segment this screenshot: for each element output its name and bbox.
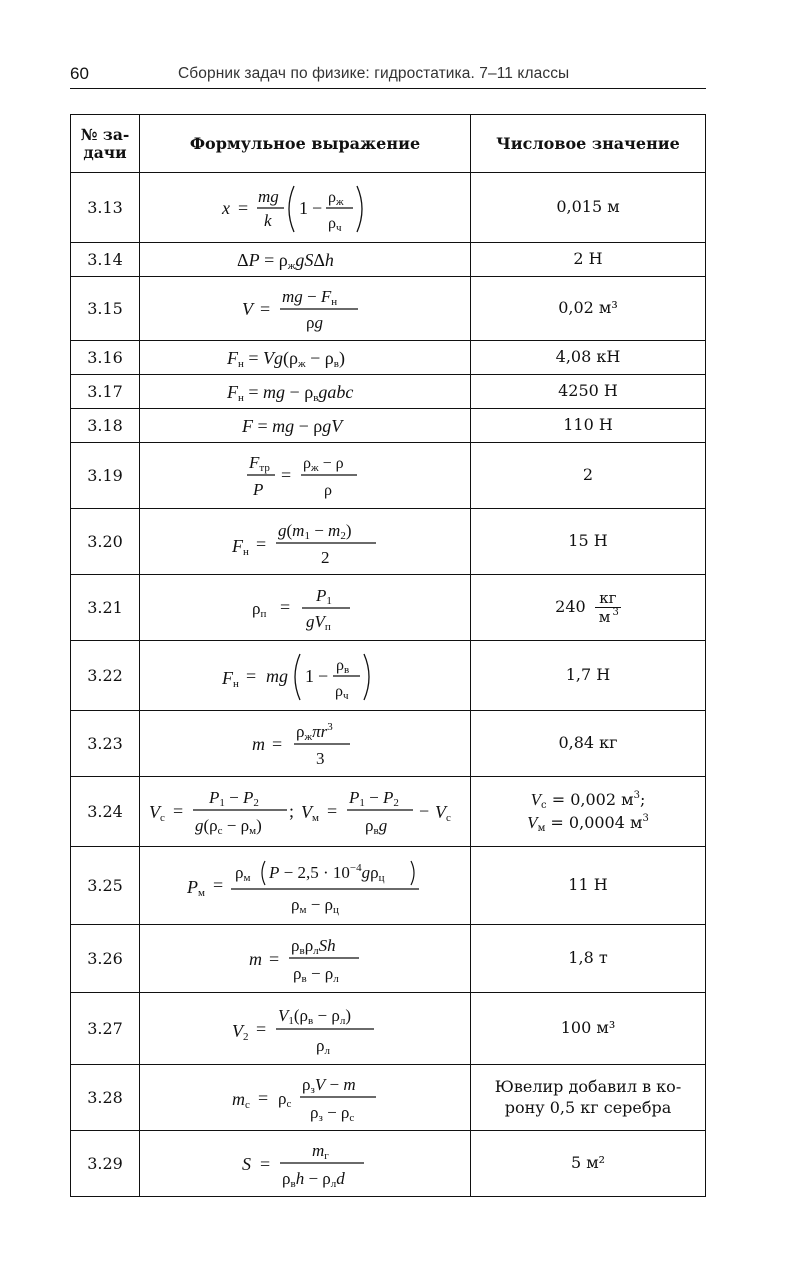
table-row <box>71 509 706 575</box>
svg-text:mg − Fн: mg − Fн <box>282 286 338 308</box>
formula <box>140 1065 471 1131</box>
svg-text:=: = <box>213 874 224 895</box>
svg-text:ρз − ρс: ρз − ρс <box>310 1102 355 1124</box>
task-number: 3.18 <box>71 409 140 443</box>
formula <box>140 443 471 509</box>
svg-text:−: − <box>419 800 430 821</box>
task-number: 3.16 <box>71 341 140 375</box>
formula <box>140 641 471 711</box>
table-row <box>71 409 706 443</box>
task-number: 3.17 <box>71 375 140 409</box>
task-number: 3.28 <box>71 1065 140 1131</box>
svg-text:Fтр: Fтр <box>249 452 270 474</box>
svg-text:=: = <box>173 800 184 821</box>
formula <box>140 243 471 277</box>
svg-text:=: = <box>280 596 291 617</box>
svg-text:V1(ρв − ρл): V1(ρв − ρл) <box>278 1005 351 1027</box>
formula <box>140 575 471 641</box>
svg-text:P1: P1 <box>316 585 332 607</box>
numeric-value: 1,8 т <box>471 925 706 993</box>
task-number: 3.14 <box>71 243 140 277</box>
svg-text:Fн: Fн <box>232 535 249 558</box>
answers-table <box>70 114 706 1197</box>
formula <box>140 277 471 341</box>
svg-text:ρв − ρл: ρв − ρл <box>293 963 339 985</box>
svg-text:ρм − ρц: ρм − ρц <box>291 894 339 916</box>
svg-text:Fн = Vg(ρж − ρв): Fн = Vg(ρж − ρв) <box>227 347 345 370</box>
svg-text:1: 1 <box>305 665 314 686</box>
running-title: Сборник задач по физике: гидростатика. 7–11 классы <box>178 65 570 82</box>
svg-text:m: m <box>249 948 262 969</box>
task-number: 3.15 <box>71 277 140 341</box>
svg-text:F = mg − ρgV: F = mg − ρgV <box>242 415 343 436</box>
svg-text:ρ: ρ <box>324 481 332 499</box>
svg-text:x: x <box>222 197 230 218</box>
svg-text:P: P <box>253 479 264 499</box>
svg-text:g(ρс − ρм): g(ρс − ρм) <box>195 815 262 837</box>
svg-text:k: k <box>264 210 272 230</box>
svg-text:=: = <box>260 298 271 319</box>
table-row <box>71 1065 706 1131</box>
svg-text:ρч: ρч <box>335 682 349 702</box>
numeric-value: Ювелир добавил в ко- рону 0,5 кг серебра <box>471 1065 706 1131</box>
numeric-value: 110 Н <box>471 409 706 443</box>
table-row <box>71 711 706 777</box>
svg-text:Fн: Fн <box>222 667 239 690</box>
table-row <box>71 777 706 847</box>
svg-text:;: ; <box>289 800 295 821</box>
task-number: 3.25 <box>71 847 140 925</box>
formula <box>140 993 471 1065</box>
svg-text:ρм: ρм <box>235 862 251 884</box>
svg-text:ρжπr3: ρжπr$^3$ <box>296 720 333 743</box>
svg-text:P1 − P2: P1 − P2 <box>209 787 259 809</box>
svg-text:=: = <box>256 533 267 554</box>
svg-text:=: = <box>238 197 249 218</box>
svg-text:ΔP = ρжgSΔh: ΔP = ρжgSΔh <box>237 249 334 272</box>
table-row <box>71 575 706 641</box>
page-header <box>70 62 706 89</box>
svg-text:Pм: Pм <box>187 876 205 899</box>
formula <box>140 847 471 925</box>
numeric-value: 1,7 Н <box>471 641 706 711</box>
table-row <box>71 925 706 993</box>
formula <box>140 925 471 993</box>
column-header-value: Числовое значение <box>471 115 706 173</box>
table-row <box>71 277 706 341</box>
numeric-value: 0,02 м³ <box>471 277 706 341</box>
formula <box>140 375 471 409</box>
svg-text:ρс: ρс <box>278 1088 292 1110</box>
formula <box>140 711 471 777</box>
svg-text:V2: V2 <box>232 1020 249 1043</box>
column-header-formula: Формульное выражение <box>140 115 471 173</box>
numeric-value: 11 Н <box>471 847 706 925</box>
task-number: 3.27 <box>71 993 140 1065</box>
svg-text:2: 2 <box>321 547 330 567</box>
numeric-value: 240 $\frac{кг}{м ^3}$ <box>471 575 706 641</box>
task-number: 3.23 <box>71 711 140 777</box>
column-header-number: № за- дачи <box>71 115 140 173</box>
table-row <box>71 847 706 925</box>
numeric-value: 4,08 кН <box>471 341 706 375</box>
task-number: 3.20 <box>71 509 140 575</box>
svg-text:Vс: Vс <box>149 801 165 824</box>
svg-text:ρвh − ρлd: ρвh − ρлd <box>282 1168 345 1190</box>
svg-text:Fн = mg − ρвgabc: Fн = mg − ρвgabc <box>227 381 354 404</box>
svg-text:ρж: ρж <box>328 188 344 208</box>
svg-text:m: m <box>252 733 265 754</box>
formula <box>140 409 471 443</box>
task-number: 3.26 <box>71 925 140 993</box>
svg-text:ρв: ρв <box>336 656 350 676</box>
svg-text:P − 2,5 · 10−4gρц: $P - 2,5 \cdot 10^{-4}g\rho ц$ <box>269 861 385 884</box>
svg-text:=: = <box>260 1153 271 1174</box>
svg-text:ρл: ρл <box>316 1035 330 1057</box>
svg-text:=: = <box>327 800 338 821</box>
svg-text:Vм: Vм <box>301 801 319 824</box>
table-header-row <box>71 115 706 173</box>
svg-text:mг: mг <box>312 1140 329 1162</box>
svg-text:V: V <box>242 298 253 319</box>
svg-text:=: = <box>272 733 283 754</box>
task-number: 3.21 <box>71 575 140 641</box>
svg-text:=: = <box>246 665 257 686</box>
numeric-value: 2 Н <box>471 243 706 277</box>
formula <box>140 173 471 243</box>
svg-text:ρч: ρч <box>328 214 342 234</box>
numeric-value: 15 Н <box>471 509 706 575</box>
svg-text:ρвg: ρвg <box>365 815 388 837</box>
svg-text:3: 3 <box>316 748 325 768</box>
svg-text:=: = <box>258 1087 269 1108</box>
task-number: 3.22 <box>71 641 140 711</box>
task-number: 3.29 <box>71 1131 140 1197</box>
table-row <box>71 173 706 243</box>
table-row <box>71 641 706 711</box>
formula <box>140 1131 471 1197</box>
task-number: 3.19 <box>71 443 140 509</box>
task-number: 3.13 <box>71 173 140 243</box>
svg-text:1: 1 <box>299 197 308 218</box>
table-row <box>71 1131 706 1197</box>
numeric-value: 5 м² <box>471 1131 706 1197</box>
formula <box>140 341 471 375</box>
svg-text:=: = <box>269 948 280 969</box>
svg-text:mg: mg <box>266 665 288 686</box>
svg-text:P1 − P2: P1 − P2 <box>349 787 399 809</box>
svg-text:=: = <box>256 1018 267 1039</box>
numeric-value: 2 <box>471 443 706 509</box>
formula <box>140 509 471 575</box>
page-number: 60 <box>70 64 89 83</box>
svg-text:ρзV − m: ρзV − m <box>302 1074 356 1096</box>
numeric-value: $V_с = 0,002$ $м^3$; $V_м = 0,0004$ $м^3$ <box>471 777 706 847</box>
svg-text:mg: mg <box>258 186 279 206</box>
svg-text:−: − <box>312 197 323 218</box>
table-row <box>71 341 706 375</box>
table-row <box>71 443 706 509</box>
svg-text:g(m1 − m2): g(m1 − m2) <box>278 520 352 542</box>
numeric-value: 4250 Н <box>471 375 706 409</box>
numeric-value: 100 м³ <box>471 993 706 1065</box>
formula <box>140 777 471 847</box>
table-row <box>71 993 706 1065</box>
svg-text:ρg: ρg <box>306 312 323 332</box>
svg-text:=: = <box>281 464 292 485</box>
numeric-value: 0,84 кг <box>471 711 706 777</box>
svg-text:−: − <box>318 665 329 686</box>
task-number: 3.24 <box>71 777 140 847</box>
svg-text:Vс: Vс <box>435 801 451 824</box>
numeric-value: 0,015 м <box>471 173 706 243</box>
unit-fraction: $\frac{кг}{м ^3}$ <box>595 589 621 626</box>
svg-text:S: S <box>242 1153 251 1174</box>
table-row <box>71 375 706 409</box>
table-row <box>71 243 706 277</box>
svg-text:ρп: ρп <box>252 598 267 620</box>
svg-text:mс: mс <box>232 1088 250 1111</box>
svg-text:gVп: gVп <box>306 611 331 633</box>
svg-text:ρвρлSh: ρвρлSh <box>291 935 336 957</box>
svg-text:ρж − ρ: ρж − ρ <box>303 454 344 474</box>
